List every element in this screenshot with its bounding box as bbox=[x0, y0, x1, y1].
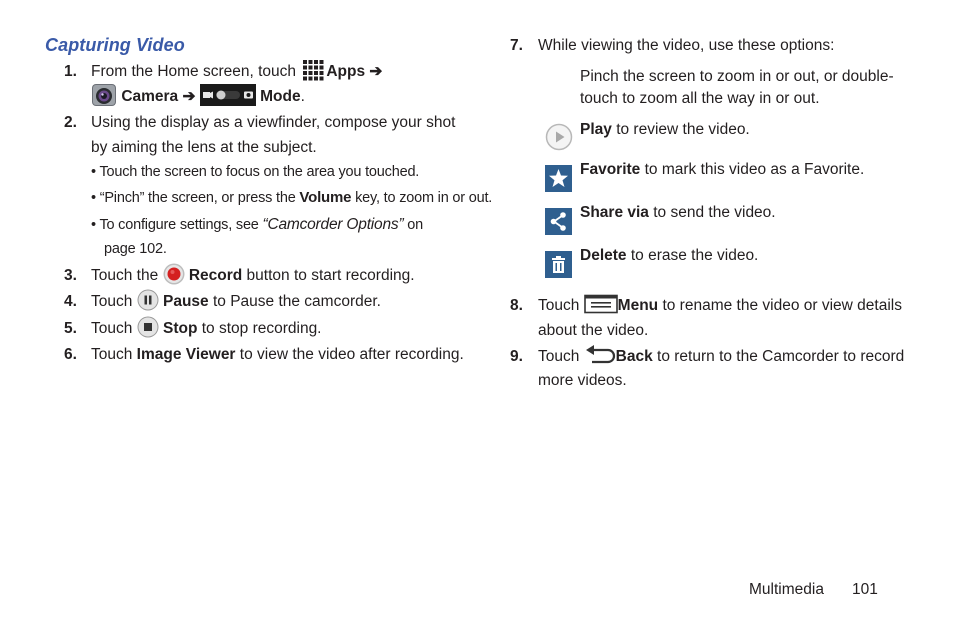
step-number: 9. bbox=[510, 348, 523, 365]
section-title: Capturing Video bbox=[45, 35, 185, 55]
step-8-line1 bbox=[538, 294, 902, 318]
step-text: From the Home screen, touch bbox=[91, 63, 301, 80]
punctuation: . bbox=[300, 88, 305, 105]
menu-label: Menu bbox=[617, 297, 659, 314]
favorite-label: Favorite bbox=[580, 161, 641, 178]
share-via-label: Share via bbox=[580, 204, 649, 221]
stop-button-icon bbox=[137, 316, 159, 338]
step-number: 6. bbox=[64, 346, 77, 363]
bullet-text: key, to zoom in or out. bbox=[351, 190, 493, 206]
mode-label: Mode bbox=[260, 88, 301, 105]
image-viewer-label: Image Viewer bbox=[136, 346, 236, 363]
step-text: Touch bbox=[91, 346, 137, 363]
volume-label: Volume bbox=[299, 189, 352, 206]
step-3-text bbox=[91, 264, 415, 288]
option-text: to review the video. bbox=[611, 121, 750, 138]
apps-label: Apps bbox=[326, 63, 366, 80]
back-label: Back bbox=[615, 348, 653, 365]
stop-label: Stop bbox=[162, 320, 198, 337]
step-text: to stop recording. bbox=[197, 320, 322, 337]
play-label: Play bbox=[580, 121, 612, 138]
option-text: to mark this video as a Favorite. bbox=[640, 161, 865, 178]
footer-section: Multimedia bbox=[749, 581, 824, 598]
bullet-text: • To configure settings, see bbox=[91, 217, 263, 233]
page-number: 101 bbox=[852, 581, 878, 598]
step-text: Touch bbox=[91, 320, 137, 337]
step-2-line2: by aiming the lens at the subject. bbox=[91, 139, 317, 156]
step-6-text bbox=[91, 343, 464, 367]
camcorder-mode-switch-icon bbox=[200, 84, 256, 106]
camera-label: Camera bbox=[121, 88, 179, 105]
step-number: 7. bbox=[510, 37, 523, 54]
favorite-star-icon bbox=[545, 165, 572, 192]
step-text: to return to the Camcorder to record bbox=[652, 348, 905, 365]
step-1-line2 bbox=[91, 85, 305, 109]
step-9-line1 bbox=[538, 345, 904, 369]
bullet-configure-page: page 102. bbox=[104, 241, 167, 257]
pinch-line2: touch to zoom all the way in or out. bbox=[580, 90, 820, 107]
step-text: to view the video after recording. bbox=[235, 346, 464, 363]
bullet-text: on bbox=[403, 217, 423, 233]
bullet-configure bbox=[91, 213, 423, 237]
step-text: to Pause the camcorder. bbox=[208, 293, 381, 310]
step-5-text bbox=[91, 317, 322, 341]
apps-grid-icon bbox=[302, 59, 324, 81]
camcorder-options-reference[interactable]: “Camcorder Options” bbox=[262, 216, 404, 233]
play-option bbox=[580, 118, 750, 142]
step-2-line1: Using the display as a viewfinder, compose your shot bbox=[91, 114, 456, 131]
step-text: to rename the video or view details bbox=[658, 297, 902, 314]
step-number: 1. bbox=[64, 63, 77, 80]
step-1-line1 bbox=[91, 60, 382, 84]
delete-option bbox=[580, 244, 758, 268]
record-button-icon bbox=[163, 263, 185, 285]
step-number: 4. bbox=[64, 293, 77, 310]
pause-button-icon bbox=[137, 289, 159, 311]
record-label: Record bbox=[188, 267, 243, 284]
pinch-line1: Pinch the screen to zoom in or out, or double- bbox=[580, 68, 894, 85]
step-8-line2: about the video. bbox=[538, 322, 649, 339]
step-text: Touch bbox=[538, 297, 584, 314]
step-4-text bbox=[91, 290, 381, 314]
step-text: Touch bbox=[91, 293, 137, 310]
back-key-icon bbox=[584, 344, 616, 366]
play-icon bbox=[545, 123, 573, 151]
step-number: 3. bbox=[64, 267, 77, 284]
delete-label: Delete bbox=[580, 247, 627, 264]
step-text: Touch the bbox=[91, 267, 163, 284]
option-text: to send the video. bbox=[648, 204, 776, 221]
step-number: 8. bbox=[510, 297, 523, 314]
favorite-option bbox=[580, 158, 864, 182]
step-number: 2. bbox=[64, 114, 77, 131]
step-7-text: While viewing the video, use these options: bbox=[538, 37, 835, 54]
option-text: to erase the video. bbox=[626, 247, 759, 264]
step-text: button to start recording. bbox=[242, 267, 415, 284]
camera-app-icon bbox=[91, 83, 117, 107]
arrow-glyph: ➔ bbox=[369, 63, 383, 80]
bullet-text: • “Pinch” the screen, or press the bbox=[91, 190, 300, 206]
share-icon bbox=[545, 208, 572, 235]
menu-key-icon bbox=[584, 294, 618, 314]
step-number: 5. bbox=[64, 320, 77, 337]
bullet-focus: • Touch the screen to focus on the area you touched. bbox=[91, 164, 420, 180]
share-option bbox=[580, 201, 776, 225]
step-text: Touch bbox=[538, 348, 584, 365]
trash-icon bbox=[545, 251, 572, 278]
step-9-line2: more videos. bbox=[538, 372, 627, 389]
bullet-pinch bbox=[91, 186, 492, 210]
pause-label: Pause bbox=[162, 293, 209, 310]
arrow-glyph: ➔ bbox=[182, 88, 196, 105]
